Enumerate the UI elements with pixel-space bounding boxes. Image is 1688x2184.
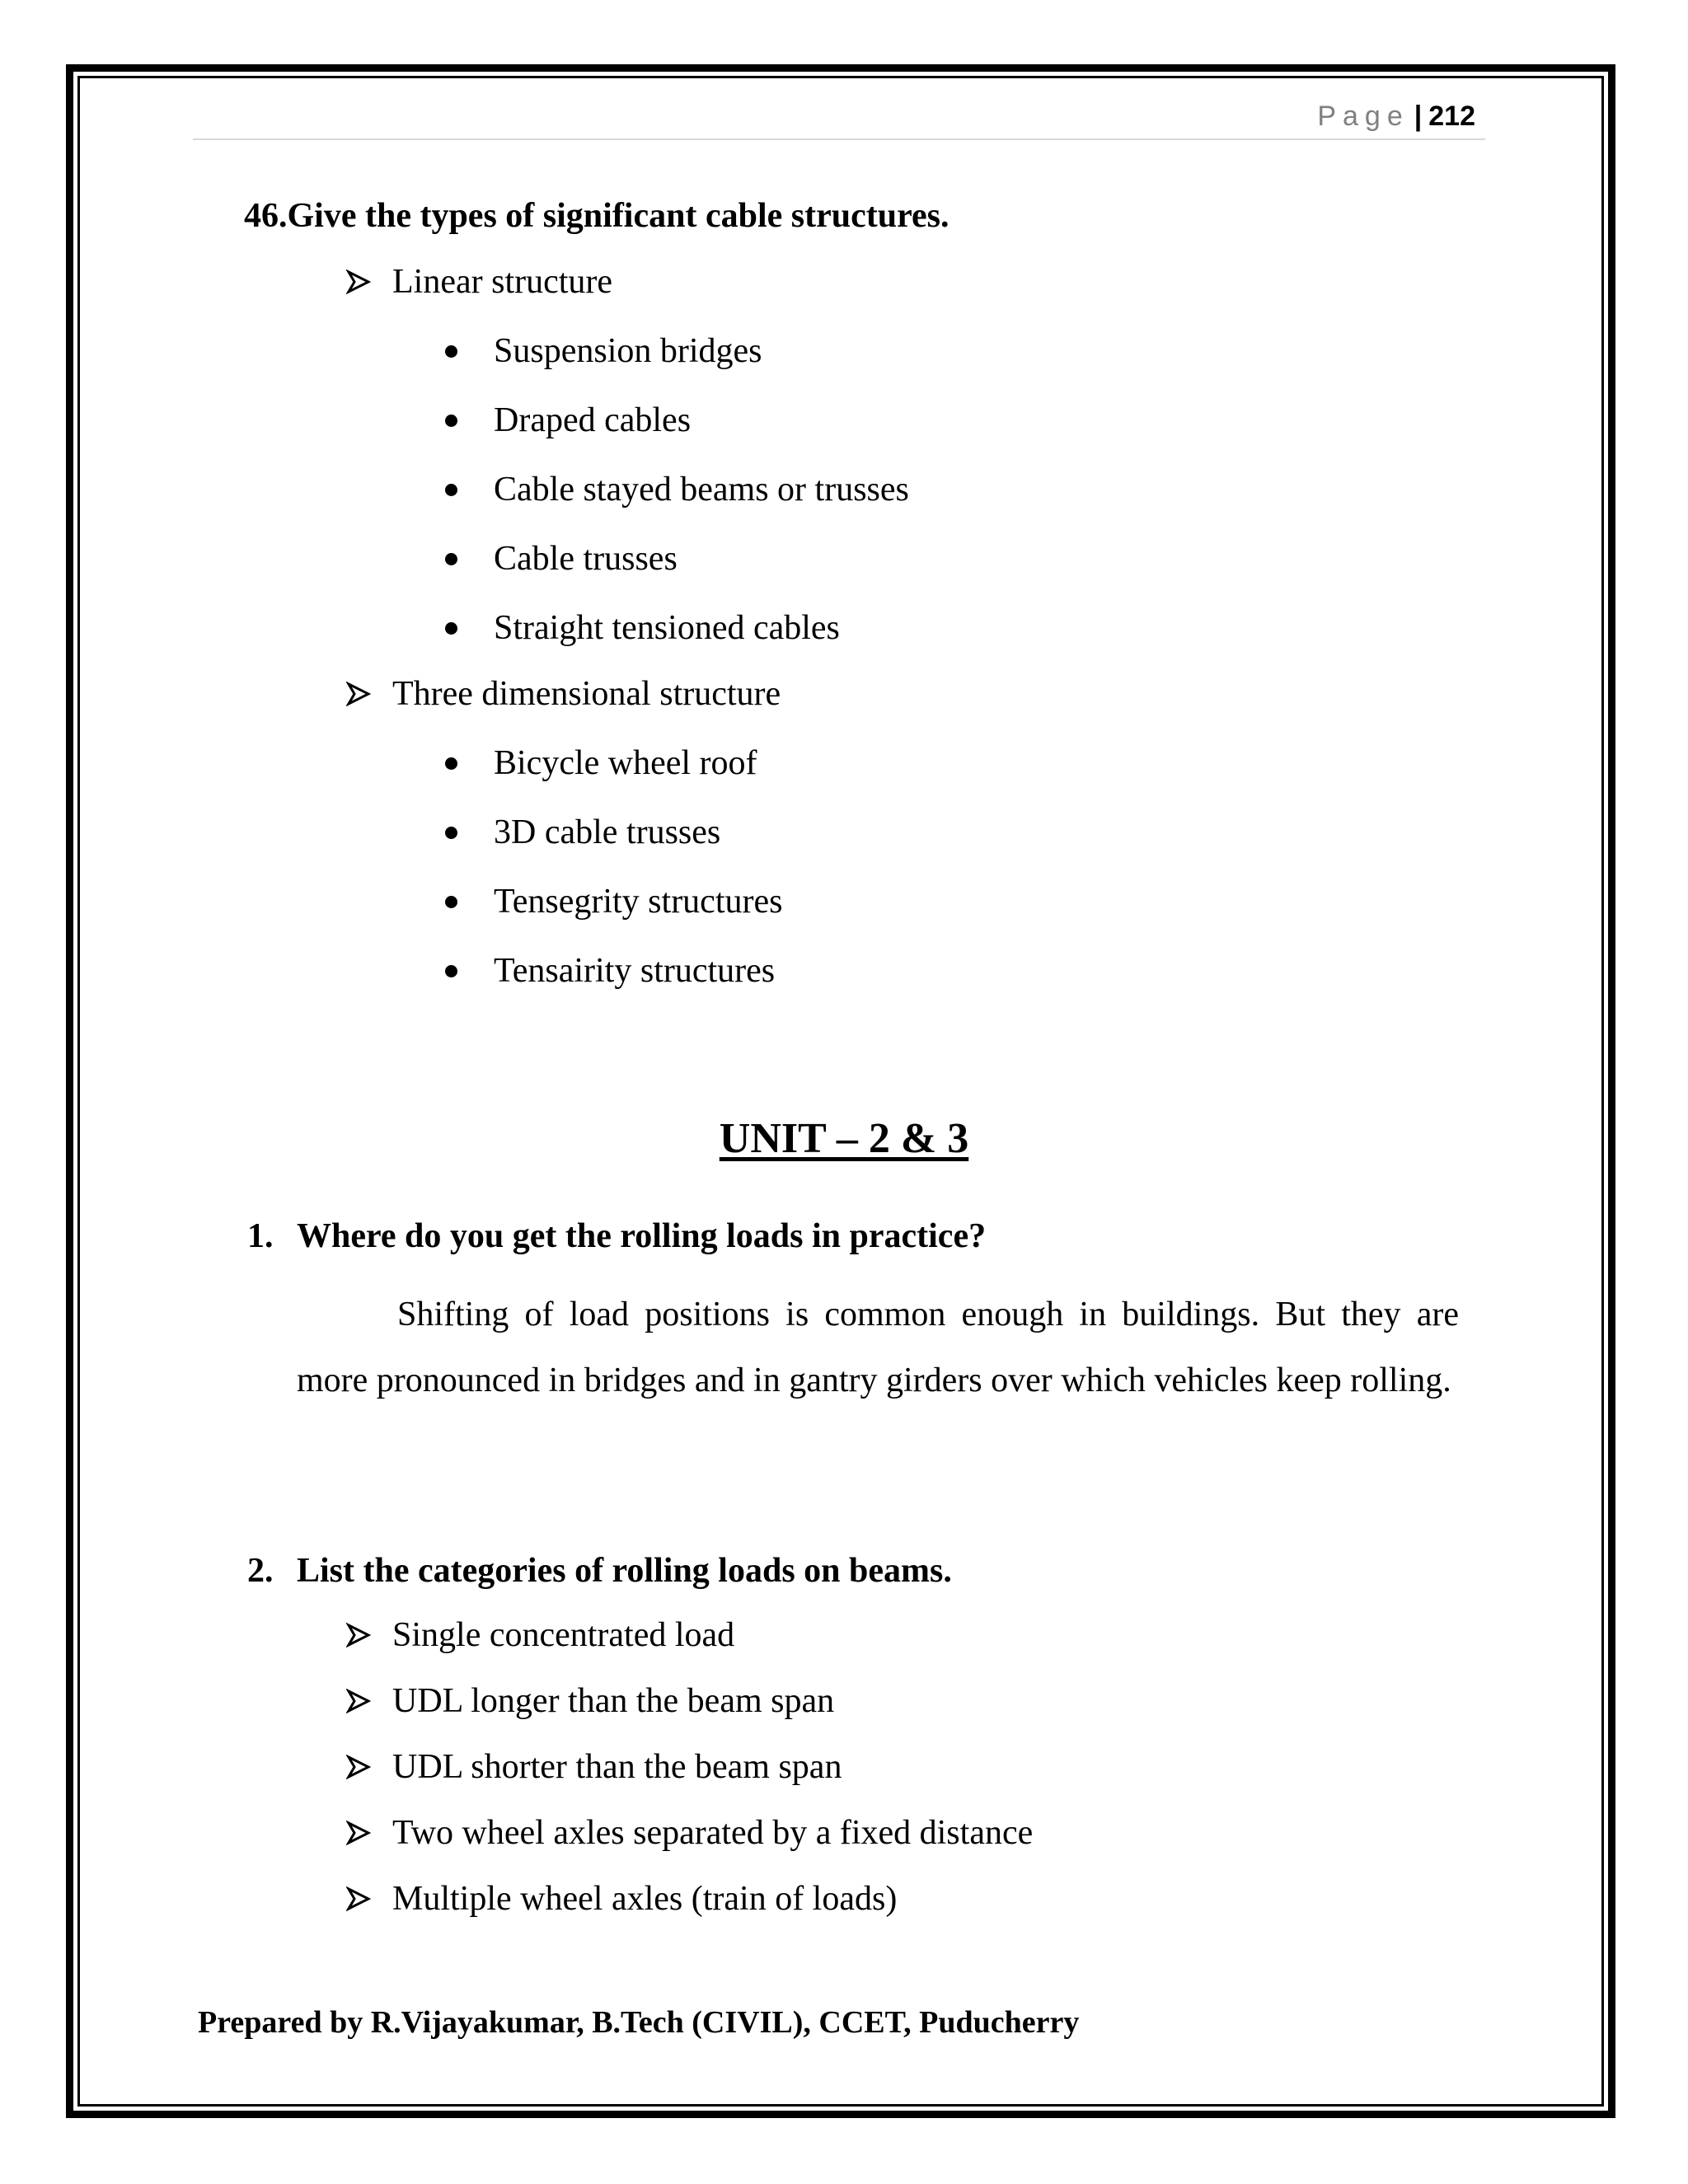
page-footer: Prepared by R.Vijayakumar, B.Tech (CIVIL), CCET, Puducherry <box>198 2005 1080 2040</box>
arrow-bullet-icon <box>346 682 371 706</box>
list-item-text: 3D cable trusses <box>494 813 721 851</box>
group-label: Linear structure <box>392 263 613 301</box>
list-item <box>445 951 775 991</box>
list-item-text: Straight tensioned cables <box>494 609 840 647</box>
list-item-group-3d <box>346 674 781 714</box>
round-bullet-icon <box>445 757 457 770</box>
list-item-text: UDL longer than the beam span <box>392 1682 835 1720</box>
page-number-block <box>1317 101 1475 133</box>
question-text: Where do you get the rolling loads in practice? <box>297 1217 987 1255</box>
answer-paragraph: Shifting of load positions is common enough in buildings. But they are more pronounced in bridges and in gantry girders over which vehicles keep rolling. <box>297 1296 1459 1399</box>
list-item <box>346 1747 842 1787</box>
list-item <box>445 743 757 783</box>
question-number: 1. <box>247 1217 274 1255</box>
list-item-text: Tensegrity structures <box>494 883 783 921</box>
arrow-bullet-icon <box>346 1821 371 1845</box>
unit-heading: UNIT – 2 & 3 <box>719 1115 969 1162</box>
list-item-text: Two wheel axles separated by a fixed distance <box>392 1814 1034 1852</box>
question-2-title <box>247 1551 952 1591</box>
round-bullet-icon <box>445 484 457 496</box>
group-label: Three dimensional structure <box>392 675 781 713</box>
list-item <box>445 608 840 648</box>
list-item <box>346 1813 1033 1853</box>
round-bullet-icon <box>445 896 457 908</box>
page-header <box>193 97 1485 140</box>
list-item-group-linear <box>346 262 612 302</box>
arrow-bullet-icon <box>346 1886 371 1911</box>
round-bullet-icon <box>445 965 457 977</box>
list-item <box>445 401 691 440</box>
list-item <box>445 813 720 852</box>
question-text: List the categories of rolling loads on beams. <box>297 1552 952 1590</box>
round-bullet-icon <box>445 345 457 358</box>
list-item-text: Single concentrated load <box>392 1616 735 1654</box>
round-bullet-icon <box>445 827 457 839</box>
list-item-text: UDL shorter than the beam span <box>392 1748 842 1786</box>
round-bullet-icon <box>445 622 457 635</box>
list-item <box>346 1681 834 1721</box>
arrow-bullet-icon <box>346 1755 371 1779</box>
question-1-title <box>247 1216 986 1256</box>
list-item <box>445 882 782 921</box>
list-item <box>445 470 909 509</box>
list-item-text: Cable stayed beams or trusses <box>494 471 909 509</box>
question-number: 2. <box>247 1552 274 1590</box>
list-item <box>346 1879 897 1919</box>
question-46-title: 46.Give the types of significant cable structures. <box>244 197 950 235</box>
list-item-text: Suspension bridges <box>494 332 762 370</box>
list-item-text: Multiple wheel axles (train of loads) <box>392 1880 898 1918</box>
list-item-text: Tensairity structures <box>494 952 776 990</box>
list-item <box>445 539 678 579</box>
list-item-text: Cable trusses <box>494 540 678 578</box>
arrow-bullet-icon <box>346 1623 371 1647</box>
round-bullet-icon <box>445 415 457 427</box>
list-item-text: Bicycle wheel roof <box>494 744 757 782</box>
list-item <box>346 1615 734 1655</box>
page-word: Page <box>1317 101 1409 132</box>
arrow-bullet-icon <box>346 1689 371 1713</box>
list-item <box>445 331 762 371</box>
arrow-bullet-icon <box>346 269 371 294</box>
page-separator: | <box>1414 101 1423 132</box>
page-number: 212 <box>1428 101 1475 132</box>
round-bullet-icon <box>445 553 457 565</box>
page-border-inner <box>77 76 1604 2107</box>
list-item-text: Draped cables <box>494 401 692 439</box>
